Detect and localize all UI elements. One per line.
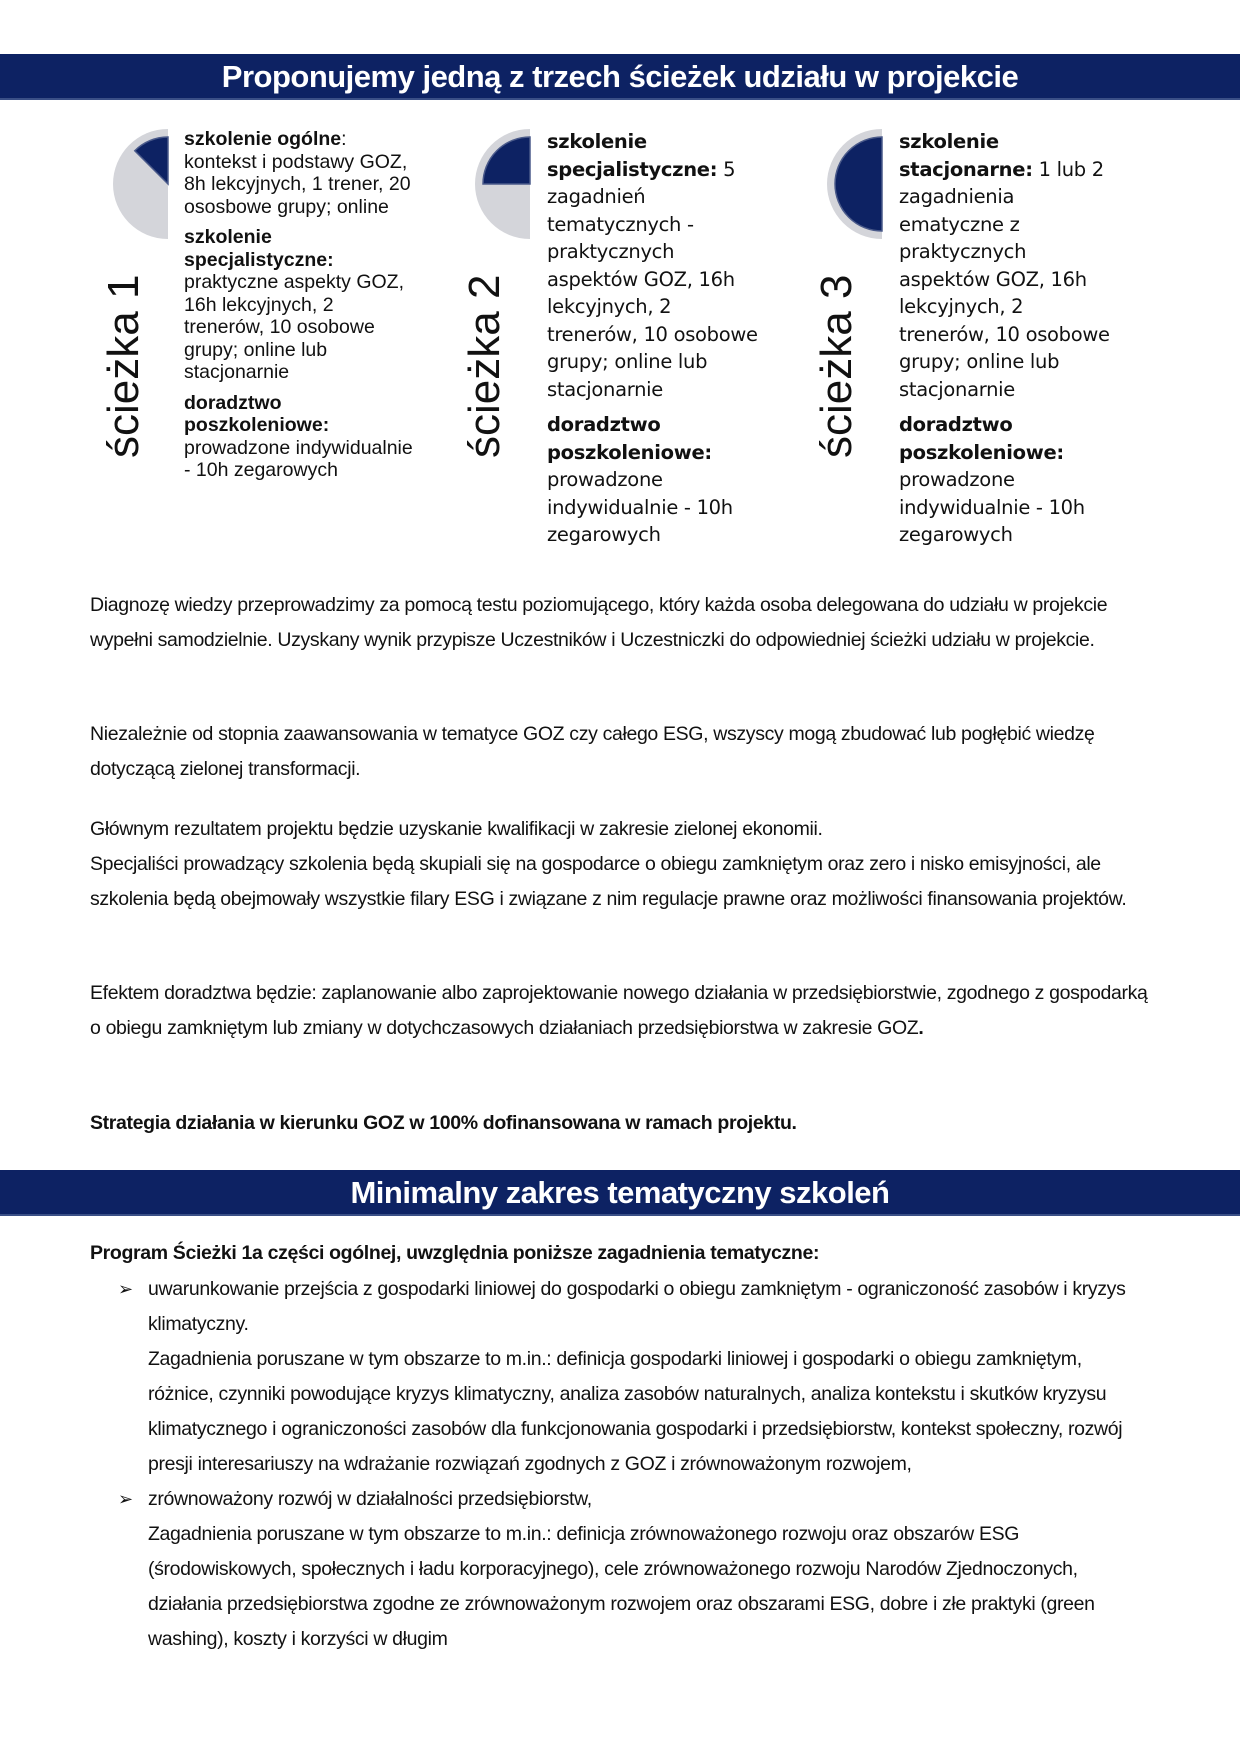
section-heading: szkolenie stacjonarne:: [899, 130, 1033, 181]
section-text: 5 zagadnień tematycznych - praktycznych aspektów GOZ, 16h lekcyjnych, 2 trenerów, 10 osobowe grupy; online lub stacjonarnie: [547, 157, 758, 401]
path-section: [547, 128, 762, 403]
section-banner-paths: [0, 54, 1240, 100]
path-description: [899, 128, 1114, 557]
progress-pie-icon: [470, 128, 534, 240]
path-description: [547, 128, 762, 557]
section-text: praktyczne aspekty GOZ, 16h lekcyjnych, 2 trenerów, 10 osobowe grupy; online lub stacjonarnie: [184, 271, 404, 383]
path-section: [547, 411, 762, 549]
path-label: ścieżka 2: [460, 274, 509, 458]
path-section: [899, 128, 1114, 403]
section-heading: doradztwo poszkoleniowe:: [184, 391, 330, 436]
section-text: prowadzone indywidualnie - 10h zegarowych: [547, 468, 733, 546]
section-heading: doradztwo poszkoleniowe:: [547, 413, 712, 464]
list-item: ➢ uwarunkowanie przejścia z gospodarki liniowej do gospodarki o obiegu zamkniętym - ograniczoność zasobów i kryzys klimatyczny. Zagadnienia poruszane w tym obszarze to m.in.: definicja gospodarki liniowej i gospodarki o obiegu zamkniętym, różnice, czynniki powodujące kryzys klimatyczny, analiza zasobów naturalnych, analiza kontekstu i skutków kryzysu klimatycznego i ograniczoności zasobów dla funkcjonowania gospodarki i przedsiębiorstw, kontekst społeczny, rozwój presji interesariuszy na wdrażanie rozwiązań zgodnych z GOZ i zrównoważonym rozwojem,: [118, 1272, 1148, 1482]
banner-title: Minimalny zakres tematyczny szkoleń: [350, 1175, 890, 1210]
arrowhead-bullet-icon: ➢: [118, 1489, 133, 1509]
arrowhead-bullet-icon: ➢: [118, 1279, 133, 1299]
progress-pie-icon: [822, 128, 886, 240]
path-section: [899, 411, 1114, 549]
section-text: 1 lub 2 zagadnienia ematyczne z praktycznych aspektów GOZ, 16h lekcyjnych, 2 trenerów, 10 osobowe grupy; online lub stacjonarnie: [899, 157, 1110, 401]
paragraph-independence: Niezależnie od stopnia zaawansowania w tematyce GOZ czy całego ESG, wszyscy mogą zbudować lub pogłębić wiedzę dotyczącą zielonej transformacji.: [90, 723, 1095, 780]
section-heading: szkolenie specjalistyczne:: [184, 226, 334, 271]
path-label: ścieżka 1: [99, 274, 148, 458]
section-text: kontekst i podstawy GOZ, 8h lekcyjnych, 1 trener, 20 ososbowe grupy; online: [184, 150, 411, 218]
paragraph-funding-strategy: Strategia działania w kierunku GOZ w 100% dofinansowana w ramach projektu.: [90, 1112, 797, 1134]
path-description: [184, 128, 414, 490]
path-label: ścieżka 3: [812, 274, 861, 458]
paragraph-advisory-effect: Efektem doradztwa będzie: zaplanowanie albo zaprojektowanie nowego działania w przedsiębiorstwie, zgodnego z gospodarką o obiegu zamkniętym lub zmiany w dotychczasowych działaniach przedsiębiorstwa w zakresie GOZ.: [90, 982, 1148, 1039]
section-text: prowadzone indywidualnie - 10h zegarowych: [899, 468, 1085, 546]
banner-title: Proponujemy jedną z trzech ścieżek udziału w projekcie: [221, 59, 1019, 94]
section-heading: szkolenie ogólne: [184, 128, 342, 150]
path-section: szkolenie ogólne: kontekst i podstawy GOZ, 8h lekcyjnych, 1 trener, 20 ososbowe grupy; online: [184, 128, 411, 218]
pie-slice: [483, 137, 530, 184]
path-section: [184, 226, 414, 384]
section-banner-topics: [0, 1170, 1240, 1216]
topic-list: [118, 1272, 1148, 1657]
path-section: [184, 392, 414, 482]
list-item: ➢ zrównoważony rozwój w działalności przedsiębiorstw, Zagadnienia poruszane w tym obszarze to m.in.: definicja zrównoważonego rozwoju oraz obszarów ESG (środowiskowych, społecznych i ładu korporacyjnego), cele zrównoważonego rozwoju Narodów Zjednoczonych, działania przedsiębiorstwa zgodne ze zrównoważonym rozwojem oraz obszarami ESG, dobre i złe praktyki (green washing), koszty i korzyści w długim: [118, 1482, 1148, 1657]
paragraph-result: Głównym rezultatem projektu będzie uzyskanie kwalifikacji w zakresie zielonej ekonomii. Specjaliści prowadzący szkolenia będą skupiali się na gospodarce o obiegu zamkniętym oraz zero i nisko emisyjności, ale szkolenia będą obejmowały wszystkie filary ESG i związane z nim regulacje prawne oraz możliwości finansowania projektów.: [90, 818, 1127, 910]
progress-pie-icon: [108, 128, 172, 240]
section-heading: doradztwo poszkoleniowe:: [899, 413, 1064, 464]
paragraph-diagnosis: Diagnozę wiedzy przeprowadzimy za pomocą testu poziomującego, który każda osoba delegowana do udziału w projekcie wypełni samodzielnie. Uzyskany wynik przypisze Uczestników i Uczestniczki do odpowiedniej ścieżki udziału w projekcie.: [90, 594, 1108, 651]
program-title: Program Ścieżki 1a części ogólnej, uwzględnia poniższe zagadnienia tematyczne:: [90, 1242, 820, 1264]
section-text: prowadzone indywidualnie - 10h zegarowych: [184, 436, 413, 481]
section-heading: szkolenie specjalistyczne:: [547, 130, 718, 181]
